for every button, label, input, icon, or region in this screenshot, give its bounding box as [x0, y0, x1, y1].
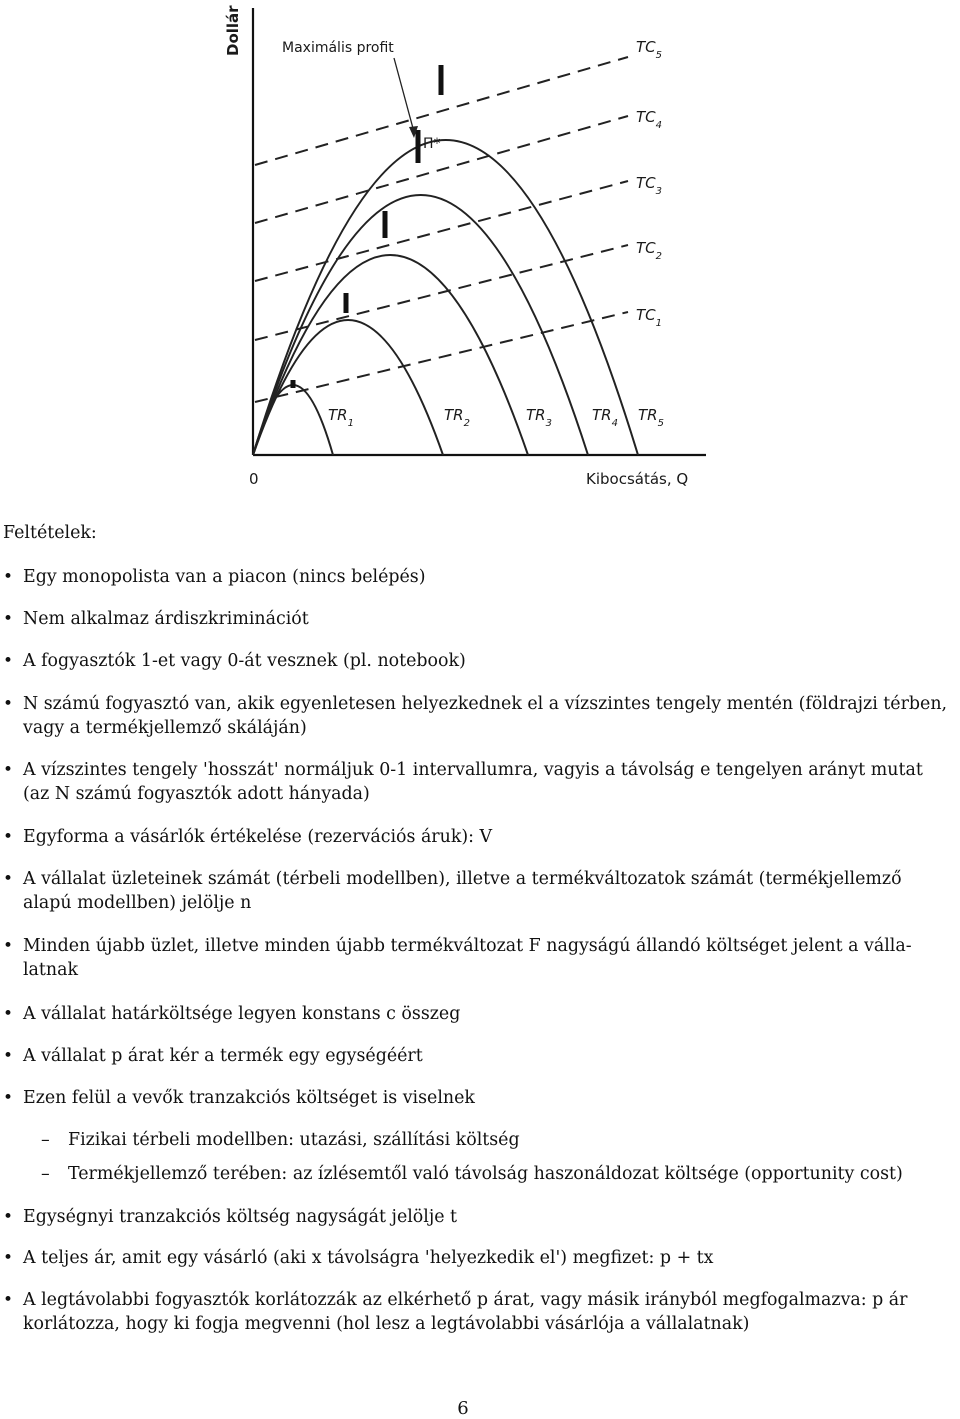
bullet-item — [23, 1205, 958, 1229]
sub-bullet-item — [68, 1162, 938, 1186]
tc5-label: $TC_5$ — [636, 38, 663, 61]
tc2-label: $TC_2$ — [636, 239, 663, 262]
bullet-text: A legtávolabbi fogyasztók korlátozzák az elkérhető p árat, vagy másik irányból megfogalmazva: p ár — [23, 1290, 908, 1310]
bullet-text-cont: vagy a termékjellemző skáláján) — [23, 718, 307, 738]
tc4-line — [255, 116, 628, 223]
tc1-label: $TC_1$ — [636, 306, 663, 329]
bullet-text-cont: alapú modellben) jelölje n — [23, 893, 252, 913]
tc-lines — [255, 57, 628, 402]
tc3-line — [255, 181, 628, 281]
bullet-item — [23, 649, 958, 673]
x-axis-label: Kibocsátás, Q — [586, 470, 689, 488]
bullet-text: A vállalat üzleteinek számát (térbeli modellben), illetve a termékváltozatok számát (termékjellemző — [23, 869, 902, 889]
bullet-text: Ezen felül a vevők tranzakciós költséget is viselnek — [23, 1088, 475, 1108]
bullet-item — [23, 1246, 958, 1270]
bullet-item — [23, 565, 958, 589]
bullet-text: A vízszintes tengely 'hosszát' normáljuk 0-1 intervallumra, vagyis a távolság e tengelyen arányt mutat — [23, 760, 923, 780]
tc-label-group — [636, 38, 662, 329]
profit-diagram — [218, 0, 718, 495]
bullet-text: A teljes ár, amit egy vásárló (aki x távolságra 'helyezkedik el') megfizet: p + tx — [23, 1248, 714, 1268]
sub-bullet-text: Fizikai térbeli modellben: utazási, szállítási költség — [68, 1130, 520, 1150]
bullet-item — [23, 934, 958, 982]
bullet-text: Egyforma a vásárlók értékelése (rezervációs áruk): V — [23, 827, 493, 847]
bullet-text: N számú fogyasztó van, akik egyenletesen helyezkednek el a vízszintes tengely mentén (földrajzi térben, — [23, 694, 948, 714]
tr5-label: $TR_5$ — [638, 406, 664, 429]
origin-label: 0 — [249, 470, 259, 488]
bullet-text: Minden újabb üzlet, illetve minden újabb termékváltozat F nagyságú állandó költséget jelent a válla- — [23, 936, 912, 956]
bullet-item — [23, 1002, 958, 1026]
bullet-item — [23, 1044, 958, 1068]
tr1-label: $TR_1$ — [328, 406, 354, 429]
bullet-item — [23, 758, 958, 806]
bullet-text: A fogyasztók 1-et vagy 0-át vesznek (pl. notebook) — [23, 651, 466, 671]
tr2-curve — [253, 320, 443, 455]
bullet-text: Egy monopolista van a piacon (nincs belépés) — [23, 567, 426, 587]
tr2-label: $TR_2$ — [444, 406, 470, 429]
bullet-text: Nem alkalmaz árdiszkriminációt — [23, 609, 309, 629]
bullet-item — [23, 1086, 958, 1110]
tr3-curve — [253, 255, 528, 455]
tr3-label: $TR_3$ — [526, 406, 552, 429]
bullet-text-cont: latnak — [23, 960, 79, 980]
bullet-item — [23, 607, 958, 631]
section-heading: Feltételek: — [3, 523, 97, 543]
annotation-label: Maximális profit — [282, 40, 394, 56]
tc1-line — [255, 312, 628, 402]
y-axis-label: Dollár — [224, 5, 242, 56]
page-number: 6 — [457, 1398, 469, 1419]
tr4-label: $TR_4$ — [592, 406, 618, 429]
pi-star-label: Π* — [423, 136, 441, 152]
sub-bullet-text: Termékjellemző terében: az ízlésemtől való távolság haszonáldozat költsége (opportunity cost) — [68, 1164, 903, 1184]
tr-label-group — [328, 406, 664, 429]
bullet-text: Egységnyi tranzakciós költség nagyságát jelölje t — [23, 1207, 458, 1227]
bullet-item — [23, 825, 958, 849]
bullet-item — [23, 867, 958, 915]
bullet-text: A vállalat határköltsége legyen konstans c összeg — [23, 1004, 461, 1024]
max-profit-bars — [293, 65, 441, 388]
bullet-item — [23, 692, 958, 740]
profit-figure — [218, 0, 718, 495]
bullet-text-cont: korlátozza, hogy ki fogja megvenni (hol lesz a legtávolabbi vásárlója a vállalatnak) — [23, 1314, 750, 1334]
tc4-label: $TC_4$ — [636, 108, 663, 131]
bullet-item — [23, 1288, 958, 1336]
tc3-label: $TC_3$ — [636, 174, 663, 197]
sub-bullet-item — [68, 1128, 938, 1152]
bullet-text-cont: (az N számú fogyasztók adott hányada) — [23, 784, 370, 804]
bullet-text: A vállalat p árat kér a termék egy egységéért — [23, 1046, 423, 1066]
